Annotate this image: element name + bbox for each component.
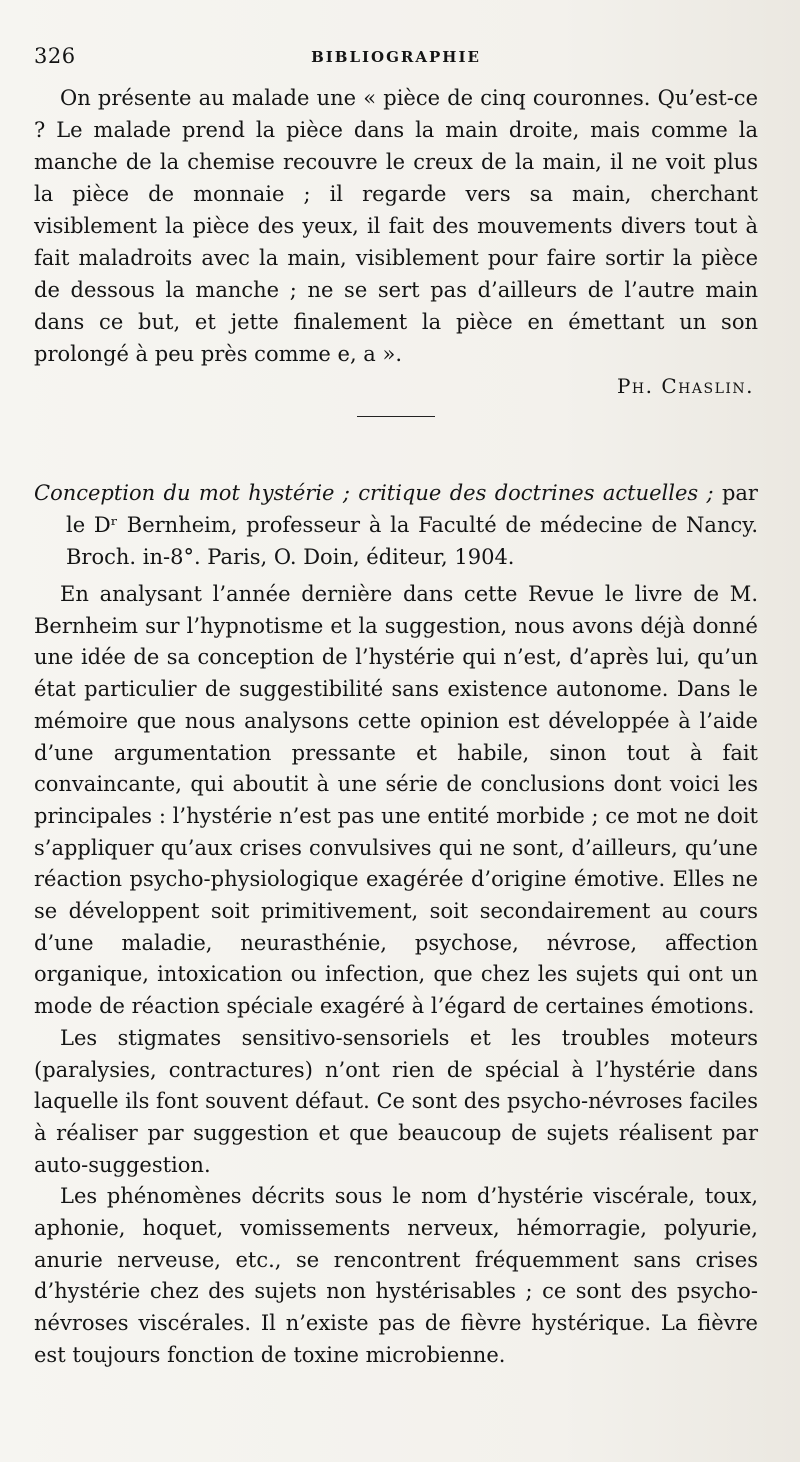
running-head: BIBLIOGRAPHIE [311, 48, 481, 66]
review-paragraph: En analysant l’année dernière dans cette Revue le livre de M. Bernheim sur l’hypnotisme et la suggestion, nous avons déjà donné une idée de sa conception de l’hystérie qui n’est, d’après lui, qu’un état particulier de suggestibilité sans existence autonome. Dans le mémoire que nous analysons cette opinion est développée à l’aide d’une argumentation pressante et habile, sinon tout à fait convaincante, qui aboutit à une série de conclusions dont voici les principales : l’hystérie n’est pas une entité morbide ; ce mot ne doit s’appliquer qu’aux crises convulsives qui ne sont, d’ailleurs, qu’une réaction psycho-physiologique exagérée d’origine émotive. Elles ne se développent soit primitivement, soit secondairement au cours d’une maladie, neurasthénie, psychose, névrose, affection organique, intoxication ou infection, que chez les sujets qui ont un mode de réaction spéciale exagéré à l’égard de certaines émotions. [34, 582, 758, 1019]
author-signature: Ph. Chaslin. [616, 374, 754, 398]
continued-paragraph: On présente au malade une « pièce de cinq couronnes. Qu’est-ce ? Le malade prend la pièce dans la main droite, mais comme la manche de la chemise recouvre le creux de la main, il ne voit plus la pièce de monnaie ; il regarde vers sa main, cherchant visiblement la pièce des yeux, il fait des mouvements divers tout à fait maladroits avec la main, visiblement pour faire sortir la pièce de dessous la manche ; ne se sert pas d’ailleurs de l’autre main dans ce but, et jette finalement la pièce en émettant un son prolongé à peu près comme e, a ». [34, 86, 758, 366]
review-title: Conception du mot hystérie ; critique des doctrines actuelles ; [34, 481, 714, 505]
review-paragraph: Les phénomènes décrits sous le nom d’hystérie viscérale, toux, aphonie, hoquet, vomissements nerveux, hémorragie, polyurie, anurie nerveuse, etc., se rencontrent fréquemment sans crises d’hystérie chez des sujets non hystérisables ; ce sont des psycho-névroses viscérales. Il n’existe pas de fièvre hystérique. La fièvre est toujours fonction de toxine microbienne. [34, 1184, 758, 1367]
section-divider [357, 416, 435, 417]
review-citation: par le Dʳ Bernheim, professeur à la Faculté de médecine de Nancy. Broch. in-8°. Paris, O. Doin, éditeur, 1904. [66, 481, 758, 569]
continued-text [34, 82, 758, 370]
page-number: 326 [34, 44, 76, 68]
review-paragraph: Les stigmates sensitivo-sensoriels et les troubles moteurs (paralysies, contractures) n’ont rien de spécial à l’hystérie dans laquelle ils font souvent défaut. Ce sont des psycho-névroses faciles à réaliser par suggestion et que beaucoup de sujets réalisent par auto-suggestion. [34, 1025, 758, 1177]
review-body [34, 579, 758, 1372]
review-bibliographic-entry [34, 477, 758, 573]
page-header [34, 42, 758, 82]
